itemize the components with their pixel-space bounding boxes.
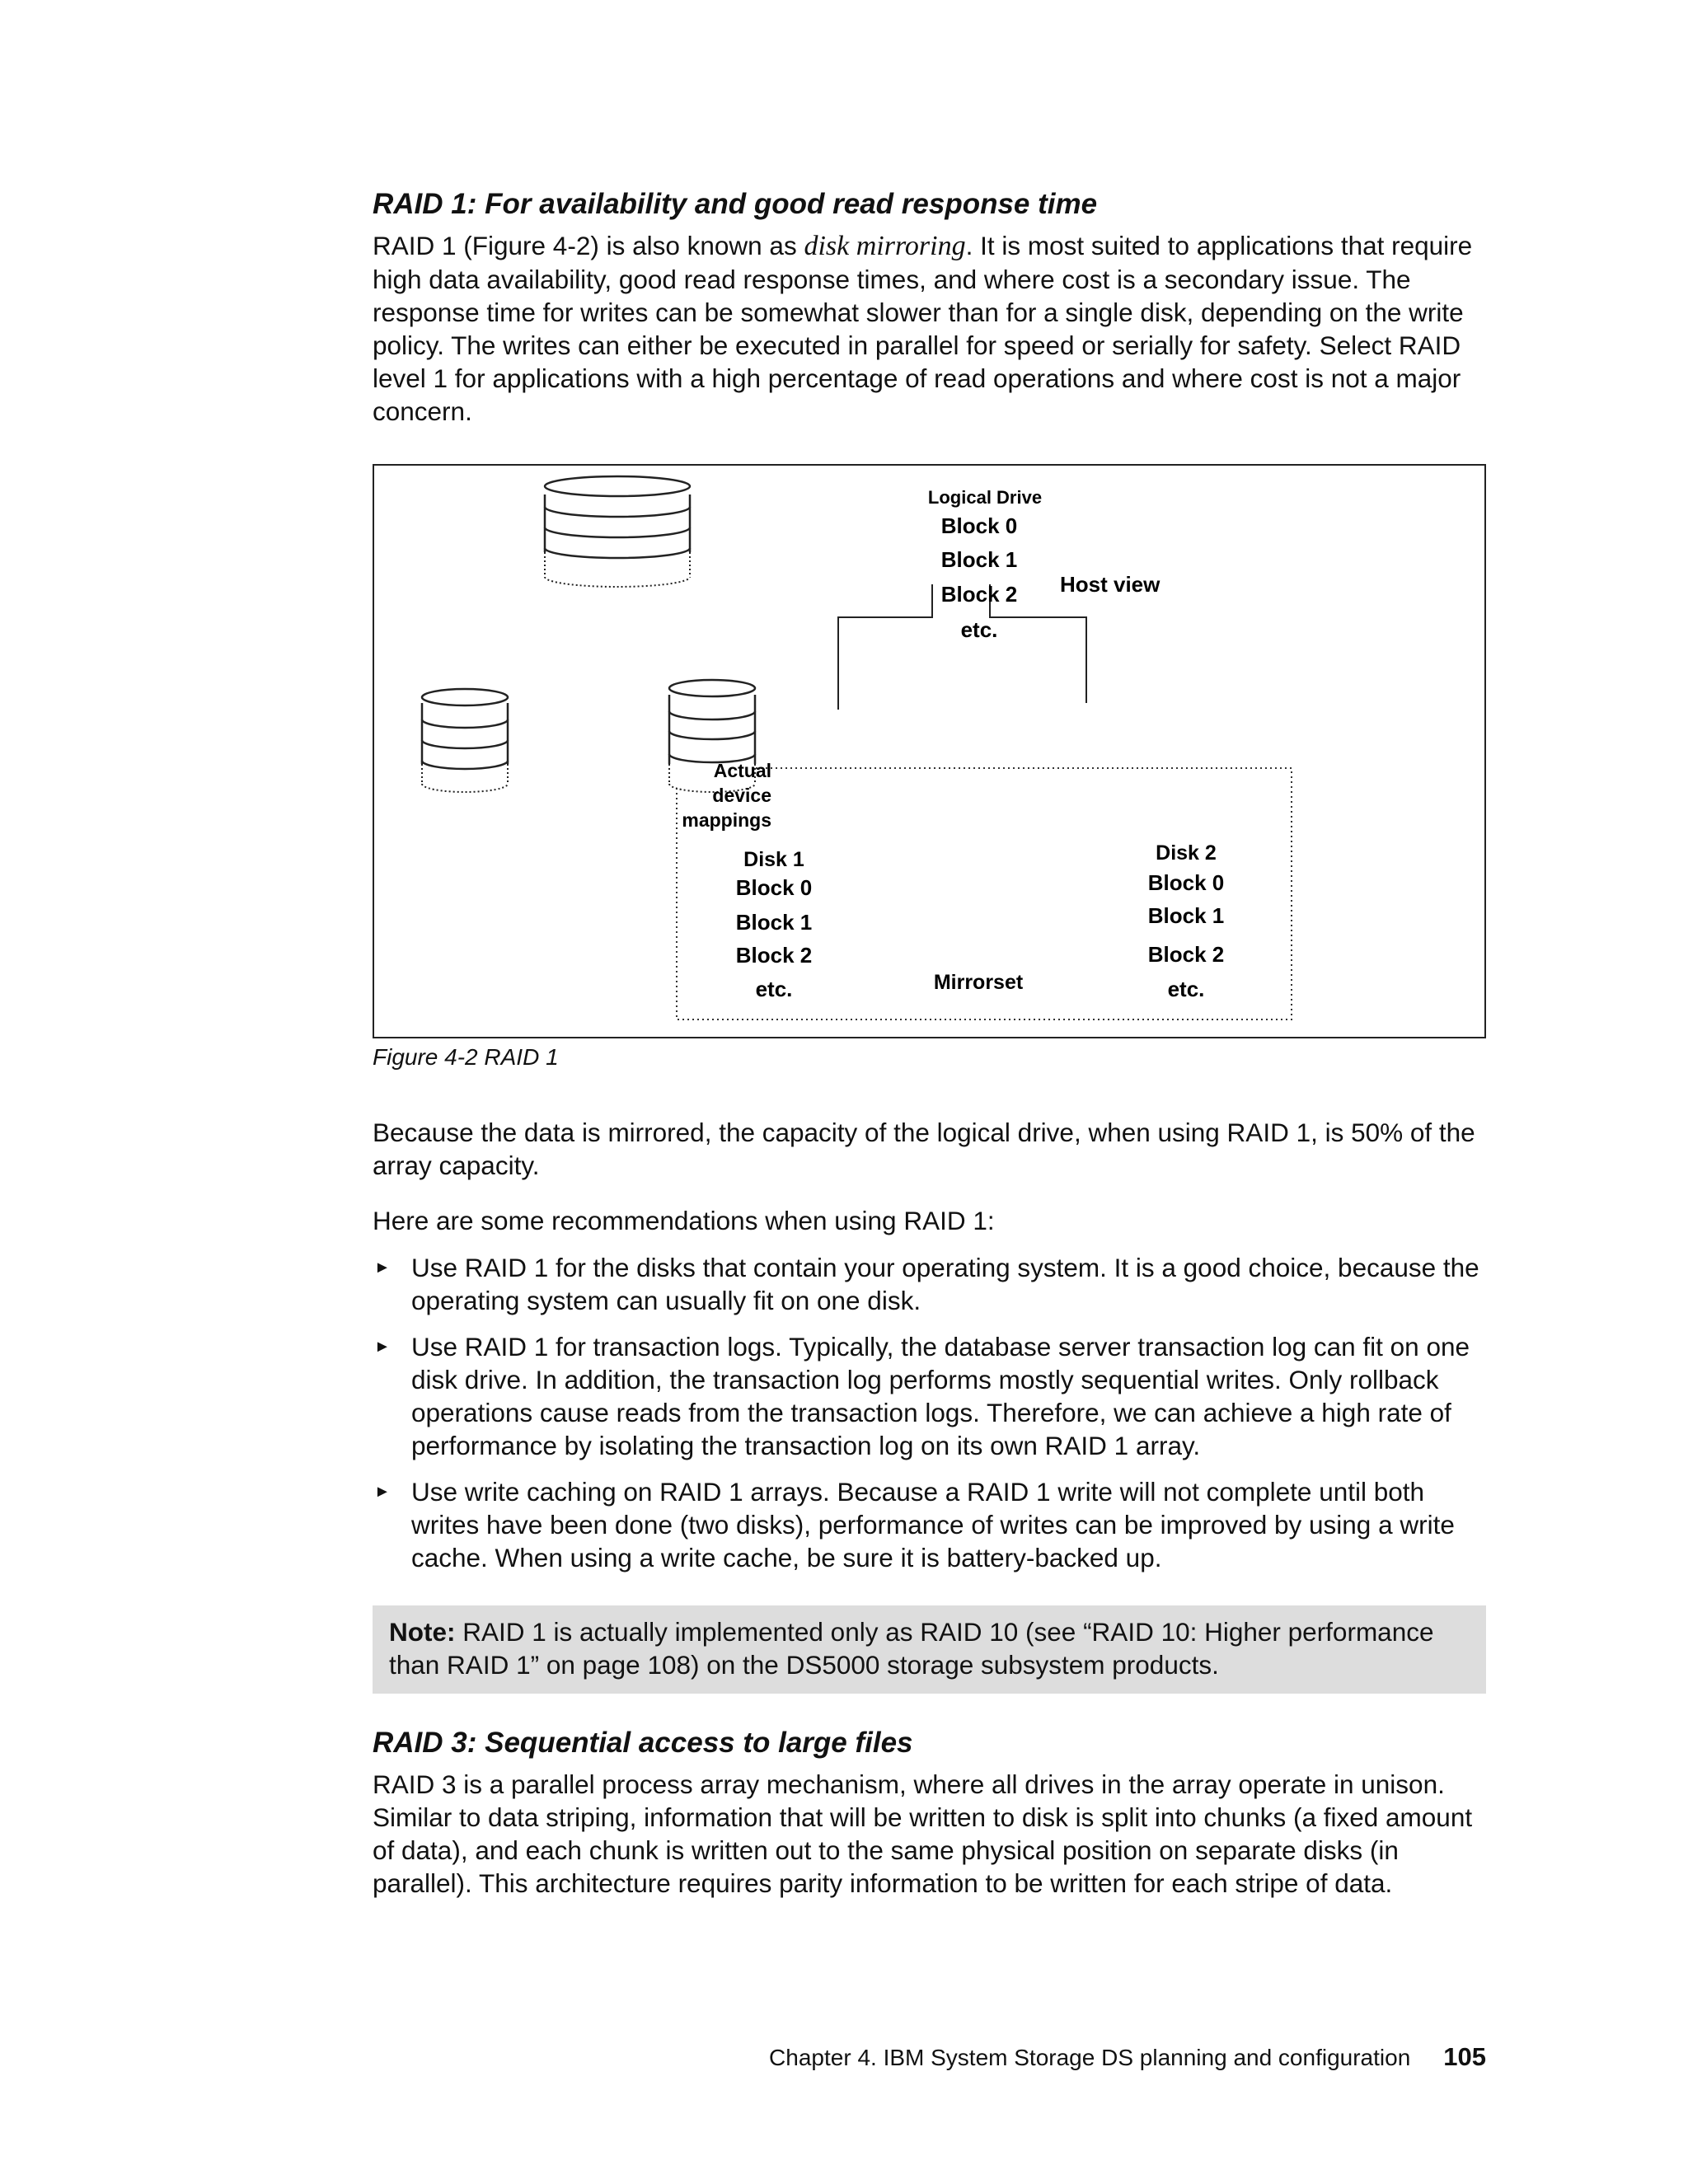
raid3-paragraph: RAID 3 is a parallel process array mechanism, where all drives in the array operate in unison. Similar to data striping, information that will be written to disk is split into chunks (a fixed amount of data), and each chunk is written out to the same physical position on separate disks (in parallel). This architecture requires parity information to be written for each stripe of data. (373, 1769, 1473, 1898)
raid1-intro-paragraph (373, 229, 1498, 428)
disk2-block-0: Block 0 (1147, 870, 1225, 895)
page-number: 105 (1443, 2042, 1486, 2071)
disk1-block-1: Block 1 (735, 910, 813, 935)
disk2-title: Disk 2 (1156, 841, 1217, 865)
actual-label-line1: Actual (713, 760, 771, 781)
logical-drive-title: Logical Drive (927, 487, 1043, 508)
note-text: RAID 1 is actually implemented only as RAID 10 (see “RAID 10: Higher performance than RAID 1” on page 108) on the DS5000 storage subsystem products. (389, 1617, 1434, 1680)
disk2-block-1: Block 1 (1147, 903, 1225, 928)
list-item (373, 1330, 1498, 1462)
actual-label-line3: mappings (682, 809, 771, 831)
bullet-text-write-caching: Use write caching on RAID 1 arrays. Because a RAID 1 write will not complete until both writes have been done (two disks), performance of writes can be improved by using a write cache. When using a write cache, be sure it is battery-backed up. (411, 1477, 1455, 1572)
note-label: Note: (389, 1617, 456, 1647)
logical-drive-block-0: Block 0 (940, 513, 1018, 538)
intro-text-start: RAID 1 (Figure 4-2) is also known as (373, 231, 804, 260)
bullet-text-os-disks: Use RAID 1 for the disks that contain your operating system. It is a good choice, because the operating system can usually fit on one disk. (411, 1253, 1479, 1315)
recommendations-intro: Here are some recommendations when using RAID 1: (373, 1206, 995, 1235)
intro-text-rest: . It is most suited to applications that require high data availability, good read response times, and where cost is a secondary issue. The response time for writes can be somewhat slower than for a single disk, depending on the write policy. The writes can either be executed in parallel for speed or serially for safety. Select RAID level 1 for applications with a high percentage of read operations and where cost is not a major concern. (373, 231, 1473, 426)
note-box (373, 1605, 1486, 1694)
logical-drive-block-1: Block 1 (940, 547, 1018, 572)
raid1-diagram-labels (373, 464, 1486, 1038)
disk1-block-2: Block 2 (735, 943, 813, 968)
logical-drive-etc: etc. (960, 617, 998, 642)
capacity-paragraph: Because the data is mirrored, the capacity of the logical drive, when using RAID 1, is 50% of the array capacity. (373, 1118, 1475, 1180)
figure-caption: Figure 4-2 RAID 1 (373, 1044, 559, 1070)
section-heading-raid1: RAID 1: For availability and good read response time (373, 188, 1098, 220)
bullet-triangle-icon: ► (374, 1483, 391, 1501)
disk-mirroring-term: disk mirroring (804, 231, 966, 261)
bullet-triangle-icon: ► (374, 1258, 391, 1277)
list-item (373, 1475, 1498, 1574)
page-footer (0, 2042, 1486, 2072)
footer-chapter: Chapter 4. IBM System Storage DS planning and configuration (769, 2045, 1411, 2070)
section-heading-raid3: RAID 3: Sequential access to large files (373, 1727, 913, 1759)
host-view-label: Host view (1060, 572, 1160, 597)
recommendations-list (373, 1251, 1498, 1587)
mirrorset-label: Mirrorset (933, 971, 1024, 994)
disk1-etc: etc. (755, 977, 793, 1001)
bullet-text-transaction-logs: Use RAID 1 for transaction logs. Typically, the database server transaction log can fit on one disk drive. In addition, the transaction log performs mostly sequential writes. Only rollback operations cause reads from the transaction logs. Therefore, we can achieve a high rate of performance by isolating the transaction log on its own RAID 1 array. (411, 1332, 1470, 1460)
logical-drive-block-2: Block 2 (940, 582, 1018, 607)
disk1-block-0: Block 0 (735, 875, 813, 900)
actual-label-line2: device (712, 785, 771, 806)
disk1-title: Disk 1 (743, 848, 804, 871)
list-item (373, 1251, 1498, 1317)
bullet-triangle-icon: ► (374, 1338, 391, 1356)
disk2-block-2: Block 2 (1147, 942, 1225, 967)
disk2-etc: etc. (1167, 977, 1205, 1001)
